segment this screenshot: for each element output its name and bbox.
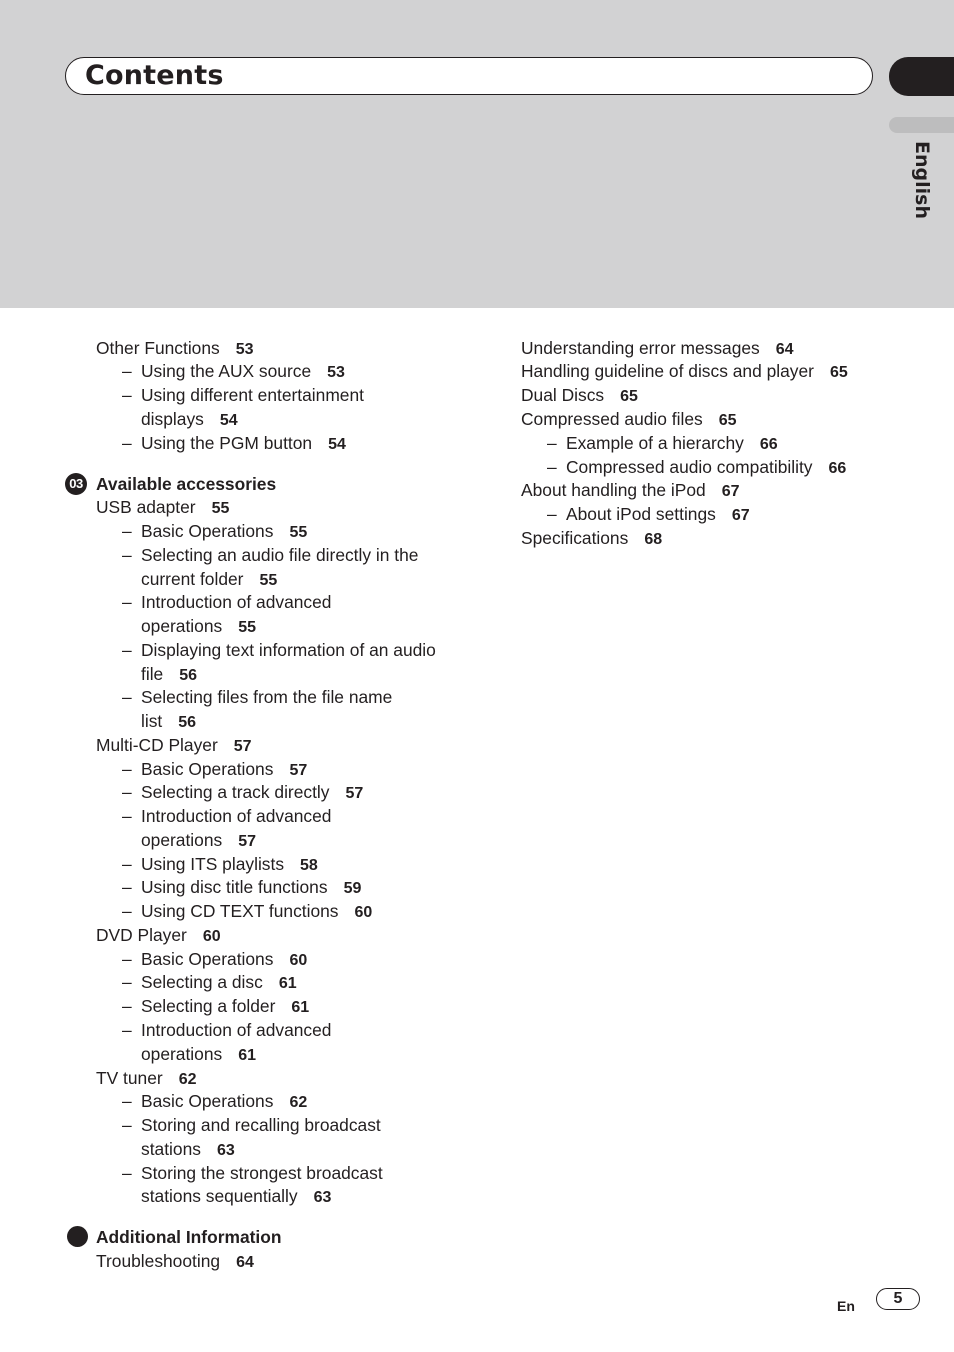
toc-page-number: 64 xyxy=(775,341,794,358)
toc-page-number: 63 xyxy=(216,1142,235,1159)
toc-page-number: 55 xyxy=(211,500,230,517)
toc-label: Using different entertainment xyxy=(141,385,364,405)
toc-label: Storing the strongest broadcast xyxy=(141,1163,383,1183)
toc-label: TV tuner xyxy=(96,1068,163,1088)
toc-label: Introduction of advanced xyxy=(141,1020,332,1040)
toc-label: Example of a hierarchy xyxy=(566,433,744,453)
section-bullet-badge xyxy=(67,1226,88,1247)
bullet-dash: – xyxy=(122,877,132,897)
toc-page-number: 57 xyxy=(289,762,308,779)
toc-entry-usb-basic-operations[interactable] xyxy=(141,519,307,545)
toc-label: Basic Operations xyxy=(141,759,274,779)
toc-page-number: 61 xyxy=(238,1047,257,1064)
toc-page-number: 56 xyxy=(178,714,197,731)
bullet-dash: – xyxy=(122,361,132,381)
toc-entry-usb-adapter[interactable] xyxy=(96,495,229,521)
toc-page-number: 53 xyxy=(235,341,254,358)
toc-label: About iPod settings xyxy=(566,504,716,524)
bullet-dash: – xyxy=(122,996,132,1016)
toc-page-number: 57 xyxy=(233,738,252,755)
toc-page-number: 55 xyxy=(238,619,257,636)
toc-label: USB adapter xyxy=(96,497,196,517)
toc-label: list xyxy=(141,711,163,731)
toc-label: DVD Player xyxy=(96,925,187,945)
toc-label: Basic Operations xyxy=(141,521,274,541)
toc-page-number: 67 xyxy=(731,507,750,524)
toc-label: Using the AUX source xyxy=(141,361,312,381)
toc-label: Storing and recalling broadcast xyxy=(141,1115,381,1135)
toc-entry-troubleshooting[interactable] xyxy=(96,1249,254,1275)
section-number-badge: 03 xyxy=(65,473,87,495)
toc-label: current folder xyxy=(141,569,244,589)
toc-entry-dvd-select-folder[interactable] xyxy=(141,994,309,1020)
title-box xyxy=(65,57,873,95)
toc-page-number: 62 xyxy=(178,1071,197,1088)
toc-page-number: 56 xyxy=(179,667,198,684)
toc-page-number: 66 xyxy=(828,460,847,477)
bullet-dash: – xyxy=(122,806,132,826)
toc-entry-ipod-settings[interactable] xyxy=(566,502,750,528)
toc-entry-aux-source[interactable] xyxy=(141,359,345,385)
toc-page-number: 60 xyxy=(289,952,308,969)
footer-language-code: En xyxy=(837,1298,855,1314)
toc-page-number: 58 xyxy=(300,857,318,874)
toc-label: Compressed audio files xyxy=(521,409,703,429)
toc-entry-tv-store-recall[interactable] xyxy=(141,1113,381,1137)
toc-entry-multicd-select-track[interactable] xyxy=(141,780,363,806)
bullet-dash: – xyxy=(122,854,132,874)
toc-entry-dvd-select-disc[interactable] xyxy=(141,970,297,996)
toc-label: Basic Operations xyxy=(141,1091,274,1111)
bullet-dash: – xyxy=(122,901,132,921)
toc-entry-specifications[interactable] xyxy=(521,526,662,552)
toc-page-number: 57 xyxy=(238,833,257,850)
bullet-dash: – xyxy=(122,1091,132,1111)
toc-label: Specifications xyxy=(521,528,629,548)
toc-page-number: 54 xyxy=(219,412,238,429)
toc-page-number: 57 xyxy=(345,785,364,802)
toc-entry-ipod-handling[interactable] xyxy=(521,478,739,504)
toc-entry-tv-basic-operations[interactable] xyxy=(141,1089,307,1115)
toc-label: Basic Operations xyxy=(141,949,274,969)
toc-page-number: 64 xyxy=(236,1254,254,1271)
toc-label: Selecting a track directly xyxy=(141,782,330,802)
bullet-dash: – xyxy=(122,545,132,565)
toc-entry-dual-discs[interactable] xyxy=(521,383,638,409)
toc-entry-dvd-advanced-operations-cont[interactable] xyxy=(141,1042,256,1068)
bullet-dash: – xyxy=(122,782,132,802)
toc-label: Understanding error messages xyxy=(521,338,760,358)
section-tab-marker xyxy=(889,57,954,96)
toc-page-number: 59 xyxy=(343,880,362,897)
toc-page-number: 62 xyxy=(289,1094,308,1111)
toc-page-number: 61 xyxy=(278,975,297,992)
toc-label: Using CD TEXT functions xyxy=(141,901,339,921)
toc-entry-usb-file-name-list-cont[interactable] xyxy=(141,709,196,735)
toc-page-number: 60 xyxy=(354,904,373,921)
toc-entry-multicd-cd-text[interactable] xyxy=(141,899,372,925)
bullet-dash: – xyxy=(547,457,557,477)
toc-label: Troubleshooting xyxy=(96,1251,221,1271)
bullet-dash: – xyxy=(122,433,132,453)
bullet-dash: – xyxy=(122,972,132,992)
toc-label: stations xyxy=(141,1139,201,1159)
toc-label: Multi-CD Player xyxy=(96,735,218,755)
bullet-dash: – xyxy=(122,385,132,405)
toc-entry-tv-store-strongest[interactable] xyxy=(141,1161,383,1185)
toc-entry-dvd-player[interactable] xyxy=(96,923,221,949)
toc-label: stations sequentially xyxy=(141,1186,298,1206)
toc-label: Selecting an audio file directly in the xyxy=(141,545,419,565)
toc-page-number: 54 xyxy=(328,436,346,453)
bullet-dash: – xyxy=(122,1163,132,1183)
toc-entry-multicd-advanced-operations-cont[interactable] xyxy=(141,828,256,854)
toc-page-number: 55 xyxy=(289,524,308,541)
bullet-dash: – xyxy=(122,1020,132,1040)
bullet-dash: – xyxy=(122,687,132,707)
toc-entry-usb-advanced-operations[interactable] xyxy=(141,590,331,614)
toc-label: Using ITS playlists xyxy=(141,854,285,874)
toc-label: Introduction of advanced xyxy=(141,806,332,826)
toc-label: displays xyxy=(141,409,204,429)
toc-label: Using disc title functions xyxy=(141,877,328,897)
toc-label: file xyxy=(141,664,164,684)
toc-page-number: 66 xyxy=(759,436,778,453)
toc-label: Selecting a disc xyxy=(141,972,263,992)
bullet-dash: – xyxy=(547,504,557,524)
toc-label: About handling the iPod xyxy=(521,480,706,500)
bullet-dash: – xyxy=(122,759,132,779)
toc-label: operations xyxy=(141,1044,223,1064)
language-tab-label: English xyxy=(911,141,933,219)
toc-page-number: 68 xyxy=(644,531,663,548)
toc-entry-usb-text-information[interactable] xyxy=(141,638,436,662)
toc-entry-handling-guideline[interactable] xyxy=(521,359,848,385)
toc-label: Dual Discs xyxy=(521,385,605,405)
bullet-dash: – xyxy=(122,1115,132,1135)
toc-entry-usb-advanced-operations-cont[interactable] xyxy=(141,614,256,640)
toc-entry-entertainment-displays[interactable] xyxy=(141,383,364,407)
toc-label: Other Functions xyxy=(96,338,220,358)
toc-entry-tv-store-strongest-cont[interactable] xyxy=(141,1184,331,1210)
toc-label: Selecting files from the file name xyxy=(141,687,393,707)
toc-label: Handling guideline of discs and player xyxy=(521,361,814,381)
toc-label: operations xyxy=(141,830,223,850)
language-tab-marker xyxy=(889,117,954,133)
toc-page-number: 55 xyxy=(259,572,278,589)
toc-entry-hierarchy-example[interactable] xyxy=(566,431,778,457)
bullet-dash: – xyxy=(547,433,557,453)
toc-page-number: 65 xyxy=(718,412,737,429)
toc-label: Compressed audio compatibility xyxy=(566,457,813,477)
toc-entry-usb-select-audio-file[interactable] xyxy=(141,543,418,567)
page-title: Contents xyxy=(85,60,224,91)
bullet-dash: – xyxy=(122,640,132,660)
footer-page-number: 5 xyxy=(876,1288,920,1310)
toc-label: Displaying text information of an audio xyxy=(141,640,436,660)
toc-entry-entertainment-displays-cont[interactable] xyxy=(141,407,238,433)
toc-label: Selecting a folder xyxy=(141,996,276,1016)
toc-entry-compressed-audio-files[interactable] xyxy=(521,407,737,433)
toc-entry-multicd-disc-title[interactable] xyxy=(141,875,361,901)
toc-entry-tv-store-recall-cont[interactable] xyxy=(141,1137,235,1163)
header-band xyxy=(0,0,954,308)
toc-page-number: 61 xyxy=(291,999,310,1016)
toc-entry-usb-file-name-list[interactable] xyxy=(141,685,392,709)
toc-page-number: 63 xyxy=(313,1189,332,1206)
toc-entry-dvd-advanced-operations[interactable] xyxy=(141,1018,331,1042)
toc-entry-pgm-button[interactable] xyxy=(141,431,346,457)
toc-page-number: 65 xyxy=(620,388,638,405)
toc-page-number: 67 xyxy=(721,483,740,500)
toc-page-number: 53 xyxy=(327,364,345,381)
section-heading-additional-information[interactable]: Additional Information xyxy=(96,1227,282,1247)
toc-page-number: 60 xyxy=(202,928,221,945)
section-heading-available-accessories[interactable]: Available accessories xyxy=(96,474,277,494)
toc-label: Introduction of advanced xyxy=(141,592,332,612)
toc-entry-multi-cd-player[interactable] xyxy=(96,733,252,759)
toc-entry-multicd-advanced-operations[interactable] xyxy=(141,804,331,828)
toc-label: operations xyxy=(141,616,223,636)
toc-page-number: 65 xyxy=(829,364,848,381)
bullet-dash: – xyxy=(122,592,132,612)
bullet-dash: – xyxy=(122,521,132,541)
toc-label: Using the PGM button xyxy=(141,433,313,453)
bullet-dash: – xyxy=(122,949,132,969)
